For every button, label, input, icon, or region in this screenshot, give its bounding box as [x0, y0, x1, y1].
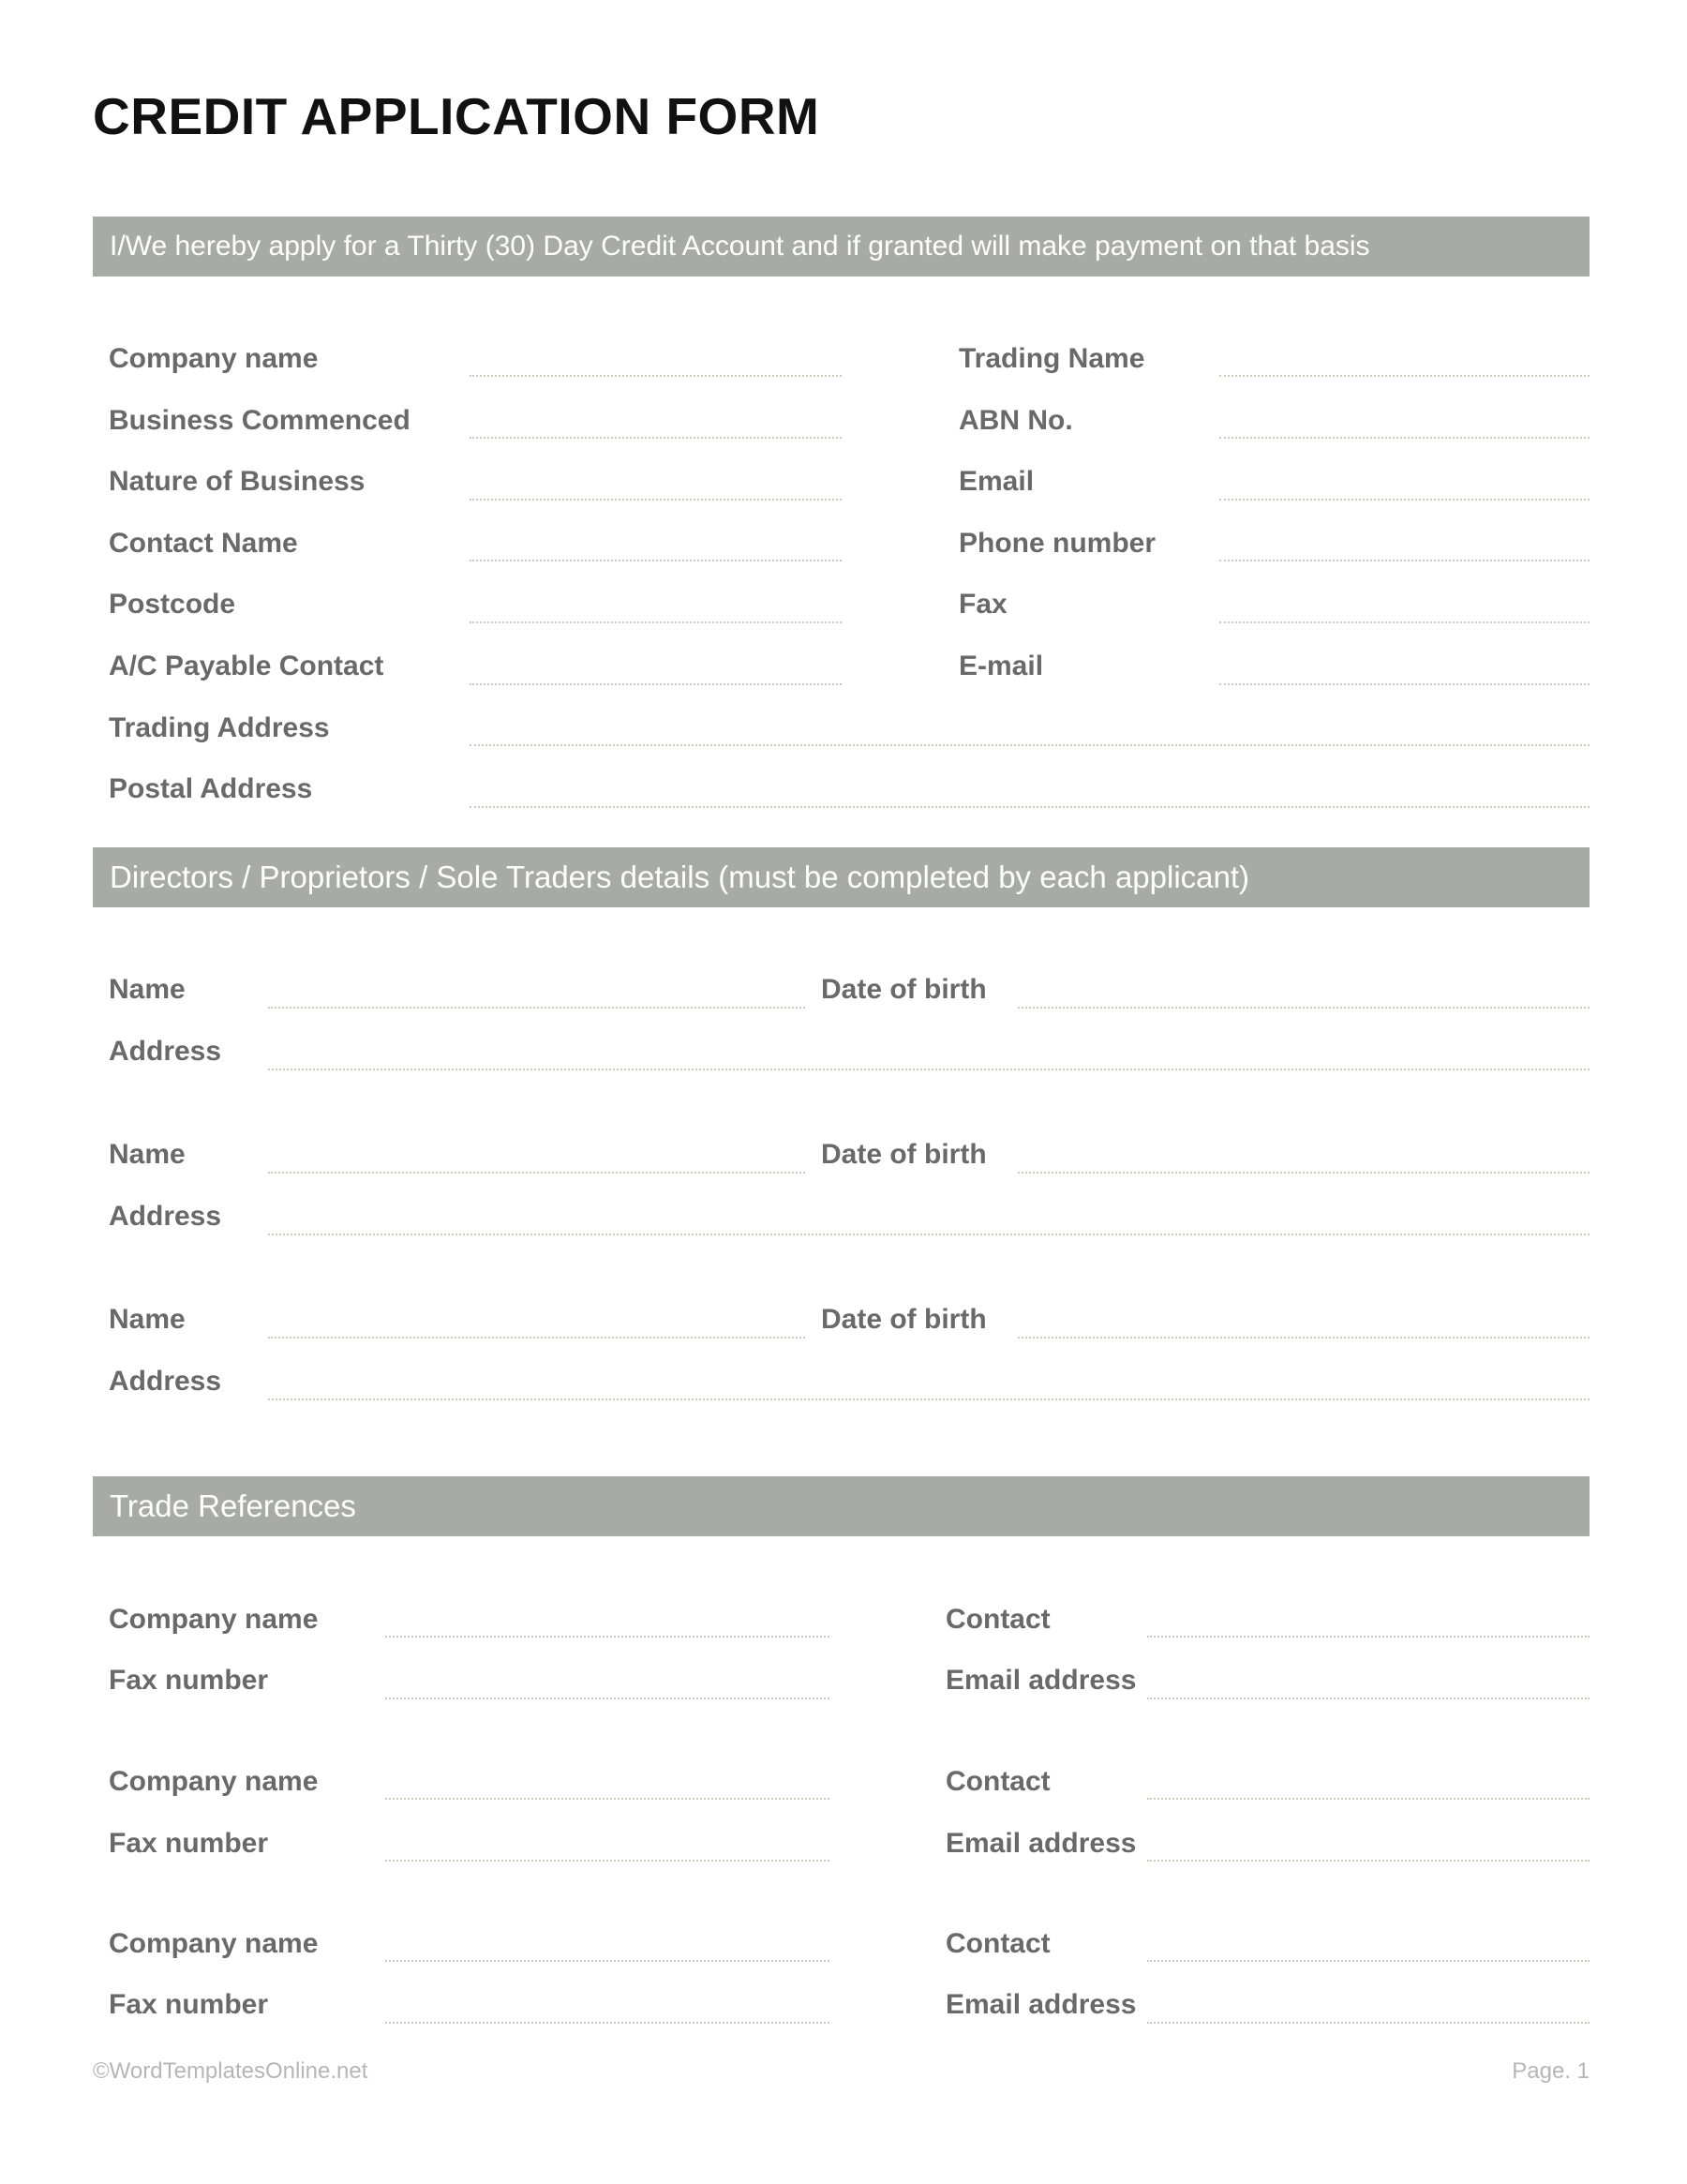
label-contact-name: Contact Name	[109, 528, 298, 559]
footer-copyright: ©WordTemplatesOnline.net	[93, 2058, 368, 2084]
label-date-of-birth: Date of birth	[821, 1304, 987, 1335]
ref-1-company-field[interactable]	[385, 1636, 829, 1638]
label-ref-fax-number: Fax number	[109, 1665, 269, 1696]
business-commenced-field[interactable]	[470, 437, 842, 439]
label-phone-number: Phone number	[959, 528, 1157, 559]
label-postcode: Postcode	[109, 589, 236, 620]
trading-name-field[interactable]	[1219, 375, 1590, 377]
contact-name-field[interactable]	[470, 560, 842, 561]
nature-of-business-field[interactable]	[470, 499, 842, 501]
label-business-commenced: Business Commenced	[109, 405, 411, 436]
label-ref-contact: Contact	[946, 1604, 1051, 1635]
label-ac-payable-contact: A/C Payable Contact	[109, 651, 384, 681]
ref-2-fax-field[interactable]	[385, 1860, 829, 1862]
label-director-name: Name	[109, 1304, 186, 1335]
director-1-name-field[interactable]	[268, 1007, 805, 1009]
ref-3-contact-field[interactable]	[1147, 1960, 1590, 1962]
label-ref-company-name: Company name	[109, 1604, 319, 1635]
director-3-dob-field[interactable]	[1018, 1337, 1590, 1339]
label-director-name: Name	[109, 1139, 186, 1170]
label-director-name: Name	[109, 974, 186, 1005]
label-abn-no: ABN No.	[959, 405, 1073, 436]
label-company-name: Company name	[109, 343, 319, 374]
label-email: Email	[959, 466, 1035, 497]
section-header-trade-references	[93, 1476, 1590, 1536]
section-header-text: I/We hereby apply for a Thirty (30) Day Credit Account and if granted will make payment on that basis	[110, 231, 1370, 262]
ref-3-fax-field[interactable]	[385, 2022, 829, 2024]
page-title: CREDIT APPLICATION FORM	[93, 87, 820, 145]
label-director-address: Address	[109, 1366, 222, 1397]
ac-payable-contact-field[interactable]	[470, 683, 842, 685]
ref-2-company-field[interactable]	[385, 1798, 829, 1800]
label-ref-email-address: Email address	[946, 1665, 1137, 1696]
section-header-credit-account	[93, 217, 1590, 277]
ref-2-email-field[interactable]	[1147, 1860, 1590, 1862]
label-ref-company-name: Company name	[109, 1928, 319, 1959]
postcode-field[interactable]	[470, 621, 842, 623]
label-date-of-birth: Date of birth	[821, 974, 987, 1005]
ref-1-fax-field[interactable]	[385, 1698, 829, 1699]
label-ref-fax-number: Fax number	[109, 1828, 269, 1859]
label-ref-email-address: Email address	[946, 1989, 1137, 2020]
director-3-address-field[interactable]	[268, 1399, 1590, 1400]
ref-1-contact-field[interactable]	[1147, 1636, 1590, 1638]
ref-3-company-field[interactable]	[385, 1960, 829, 1962]
email-field[interactable]	[1219, 499, 1590, 501]
label-nature-of-business: Nature of Business	[109, 466, 366, 497]
label-director-address: Address	[109, 1036, 222, 1067]
label-ref-contact: Contact	[946, 1928, 1051, 1959]
label-director-address: Address	[109, 1201, 222, 1232]
director-2-name-field[interactable]	[268, 1172, 805, 1174]
section-header-directors	[93, 847, 1590, 907]
ref-2-contact-field[interactable]	[1147, 1798, 1590, 1800]
ref-3-email-field[interactable]	[1147, 2022, 1590, 2024]
ref-1-email-field[interactable]	[1147, 1698, 1590, 1699]
footer-page-number: Page. 1	[1512, 2058, 1590, 2084]
trading-address-field[interactable]	[470, 744, 1590, 746]
abn-no-field[interactable]	[1219, 437, 1590, 439]
director-2-address-field[interactable]	[268, 1234, 1590, 1235]
label-ref-company-name: Company name	[109, 1766, 319, 1797]
phone-number-field[interactable]	[1219, 560, 1590, 561]
company-name-field[interactable]	[470, 375, 842, 377]
director-1-dob-field[interactable]	[1018, 1007, 1590, 1009]
section-header-text: Directors / Proprietors / Sole Traders details (must be completed by each applicant)	[110, 860, 1250, 894]
label-trading-name: Trading Name	[959, 343, 1145, 374]
label-e-mail: E-mail	[959, 651, 1044, 681]
fax-field[interactable]	[1219, 621, 1590, 623]
section-header-text: Trade References	[110, 1488, 356, 1523]
label-ref-contact: Contact	[946, 1766, 1051, 1797]
label-ref-fax-number: Fax number	[109, 1989, 269, 2020]
postal-address-field[interactable]	[470, 806, 1590, 808]
director-1-address-field[interactable]	[268, 1069, 1590, 1070]
label-date-of-birth: Date of birth	[821, 1139, 987, 1170]
label-postal-address: Postal Address	[109, 773, 313, 804]
e-mail-field[interactable]	[1219, 683, 1590, 685]
director-2-dob-field[interactable]	[1018, 1172, 1590, 1174]
label-trading-address: Trading Address	[109, 712, 330, 743]
label-ref-email-address: Email address	[946, 1828, 1137, 1859]
label-fax: Fax	[959, 589, 1008, 620]
director-3-name-field[interactable]	[268, 1337, 805, 1339]
